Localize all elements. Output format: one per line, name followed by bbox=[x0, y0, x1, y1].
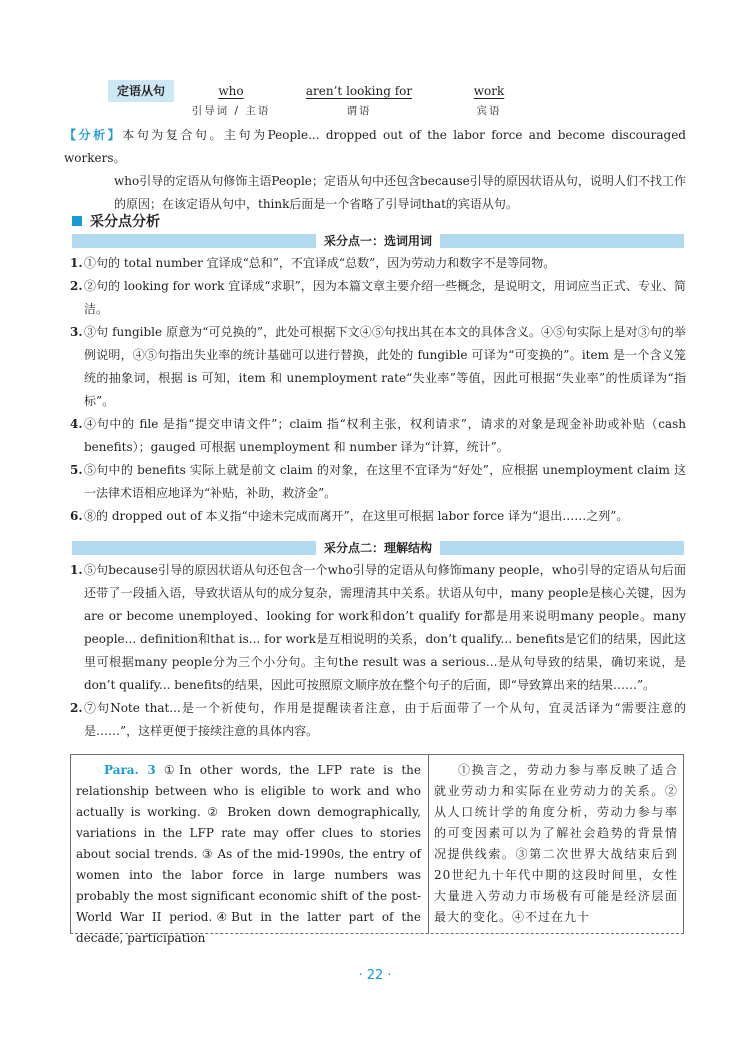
analysis-block bbox=[64, 124, 686, 216]
point1-title: 采分点一：选词用词 bbox=[316, 234, 440, 248]
section-title bbox=[72, 211, 160, 231]
list-item-text: ⑦句Note that...是一个祈使句，作用是提醒读者注意，由于后面带了一个从句，宜灵活译为“需要注意的是……”，这样更便于接续注意的具体内容。 bbox=[84, 701, 686, 738]
english-text: ①In other words, the LFP rate is the relationship between who is eligible to work and who actually is working. ② Broken down demographically, variations in the LFP rate may offer clues to stories about social trends. ③ As of the mid-1990s, the entry of women into the labor force in large numbers was probably the most significant economic shift of the post-World War II period.④But in the latter part of the decade, participation bbox=[76, 763, 421, 945]
list-item-text: ⑤句中的 benefits 实际上就是前文 claim 的对象，在这里不宜译为“好处”，应根据 unemployment claim 这一法律术语相应地译为“补贴，补助，救济金”。 bbox=[84, 463, 686, 500]
list-item: 2. ②句的 looking for work 宜译成“求职”，因为本篇文章主要介绍一些概念，是说明文，用词应当正式、专业、简洁。 bbox=[70, 275, 686, 321]
point2-list bbox=[70, 559, 686, 743]
clause-tag: 定语从句 bbox=[108, 80, 174, 102]
section-title-text: 采分点分析 bbox=[90, 214, 160, 230]
analysis-text-1: 本句为复合句。主句为People... dropped out of the labor force and become discouraged workers。 bbox=[64, 128, 686, 165]
clause-word-object bbox=[474, 84, 505, 118]
page-number: · 22 · bbox=[358, 968, 392, 983]
list-item: 3. ③句 fungible 原意为“可兑换的”，此处可根据下文④⑤句找出其在本文的具体含义。④⑤句实际上是对③句的举例说明，④⑤句指出失业率的统计基础可以进行替换，此处的 fungible 可译为“可变换的”。item 是一个含义笼统的抽象词，根据 is 可知，item 和 unemployment rate“失业率”等值，因此可根据“失业率”的性质译为“指标”。 bbox=[70, 321, 686, 413]
point2-bar bbox=[72, 541, 684, 555]
clause-role: 引导词 / 主语 bbox=[191, 105, 271, 117]
analysis-line-1 bbox=[64, 124, 686, 170]
list-item-text: ⑤句because引导的原因状语从句还包含一个who引导的定语从句修饰many people，who引导的定语从句后面还带了一段插入语，导致状语从句的成分复杂，需理清其中关系。状语从句中，many people是核心关键，因为are or become unemployed、looking for work和don’t qualify for都是用来说明many people。many people... definition和that is... for work是互相说明的关系，don’t qualify... benefits是它们的结果，因此这里可根据many people分为三个小分句。主句the result was a serious...是从句导致的结果，确切来说，是don’t qualify... benefits的结果，因此可按照原文顺序放在整个句子的后面，即“导致算出来的结果……”。 bbox=[84, 563, 686, 692]
para-label: Para. 3 bbox=[104, 763, 156, 777]
list-item-text: ③句 fungible 原意为“可兑换的”，此处可根据下文④⑤句找出其在本文的具体含义。④⑤句实际上是对③句的举例说明，④⑤句指出失业率的统计基础可以进行替换，此处的 fungible 可译为“可变换的”。item 是一个含义笼统的抽象词，根据 is 可知，item 和 unemployment rate“失业率”等值，因此可根据“失业率”的性质译为“指标”。 bbox=[84, 325, 686, 408]
clause-role: 谓语 bbox=[346, 105, 372, 117]
list-item: 6. ⑧的 dropped out of 本义指“中途未完成而离开”，在这里可根据 labor force 译为“退出……之列”。 bbox=[70, 505, 686, 528]
list-item: 4. ④句中的 file 是指“提交申请文件”；claim 指“权利主张，权利请求”，请求的对象是现金补助或补贴（cash benefits）；gauged 可根据 unemployment 和 number 译为“计算，统计”。 bbox=[70, 413, 686, 459]
clause-word-verb bbox=[306, 84, 412, 118]
list-item-text: ④句中的 file 是指“提交申请文件”；claim 指“权利主张，权利请求”，请求的对象是现金补助或补贴（cash benefits）；gauged 可根据 unemployment 和 number 译为“计算，统计”。 bbox=[84, 417, 686, 454]
list-item: 1. ①句的 total number 宜译成“总和”，不宜译成“总数”，因为劳动力和数字不是等同物。 bbox=[70, 252, 686, 275]
table-divider bbox=[428, 754, 429, 934]
list-item: 1. ⑤句because引导的原因状语从句还包含一个who引导的定语从句修饰many people，who引导的定语从句后面还带了一段插入语，导致状语从句的成分复杂，需理清其中关系。状语从句中，many people是核心关键，因为are or become unemployed、looking for work和don’t qualify for都是用来说明many people。many people... definition和that is... for work是互相说明的关系，don’t qualify... benefits是它们的结果，因此这里可根据many people分为三个小分句。主句the result was a serious...是从句导致的结果，确切来说，是don’t qualify... benefits的结果，因此可按照原文顺序放在整个句子的后面，即“导致算出来的结果……”。 bbox=[70, 559, 686, 697]
table-english-cell bbox=[76, 760, 421, 949]
analysis-label: 【分析】 bbox=[64, 128, 123, 142]
clause-word: work bbox=[473, 84, 505, 98]
list-item-text: ⑧的 dropped out of 本义指“中途未完成而离开”，在这里可根据 labor force 译为“退出……之列”。 bbox=[84, 509, 629, 523]
square-bullet-icon bbox=[72, 216, 82, 226]
clause-word: aren’t looking for bbox=[305, 84, 413, 98]
clause-role: 宾语 bbox=[476, 105, 502, 117]
chinese-text: ①换言之，劳动力参与率反映了适合就业劳动力和实际在业劳动力的关系。②从人口统计学的角度分析，劳动力参与率的可变因素可以为了解社会趋势的背景情况提供线索。③第二次世界大战结束后到20世纪九十年代中期的这段时间里，女性大量进入劳动力市场极有可能是经济层面最大的变化。④不过在九十 bbox=[434, 763, 678, 924]
clause-word: who bbox=[218, 84, 244, 98]
analysis-text-2: who引导的定语从句修饰主语People；定语从句中还包含because引导的原因状语从句，说明人们不找工作的原因；在该定语从句中，think后面是一个省略了引导词that的宾语从句。 bbox=[114, 174, 686, 211]
list-item-text: ①句的 total number 宜译成“总和”，不宜译成“总数”，因为劳动力和数字不是等同物。 bbox=[84, 256, 556, 270]
point1-list bbox=[70, 252, 686, 528]
list-item: 2. ⑦句Note that...是一个祈使句，作用是提醒读者注意，由于后面带了一个从句，宜灵活译为“需要注意的是……”，这样更便于接续注意的具体内容。 bbox=[70, 697, 686, 743]
point2-title: 采分点二：理解结构 bbox=[316, 541, 440, 555]
list-item-text: ②句的 looking for work 宜译成“求职”，因为本篇文章主要介绍一些概念，是说明文，用词应当正式、专业、简洁。 bbox=[84, 279, 686, 316]
table-chinese-cell bbox=[434, 760, 678, 928]
clause-word-who bbox=[192, 84, 271, 118]
point1-bar bbox=[72, 234, 684, 248]
list-item: 5. ⑤句中的 benefits 实际上就是前文 claim 的对象，在这里不宜译为“好处”，应根据 unemployment claim 这一法律术语相应地译为“补贴，补助，救济金”。 bbox=[70, 459, 686, 505]
